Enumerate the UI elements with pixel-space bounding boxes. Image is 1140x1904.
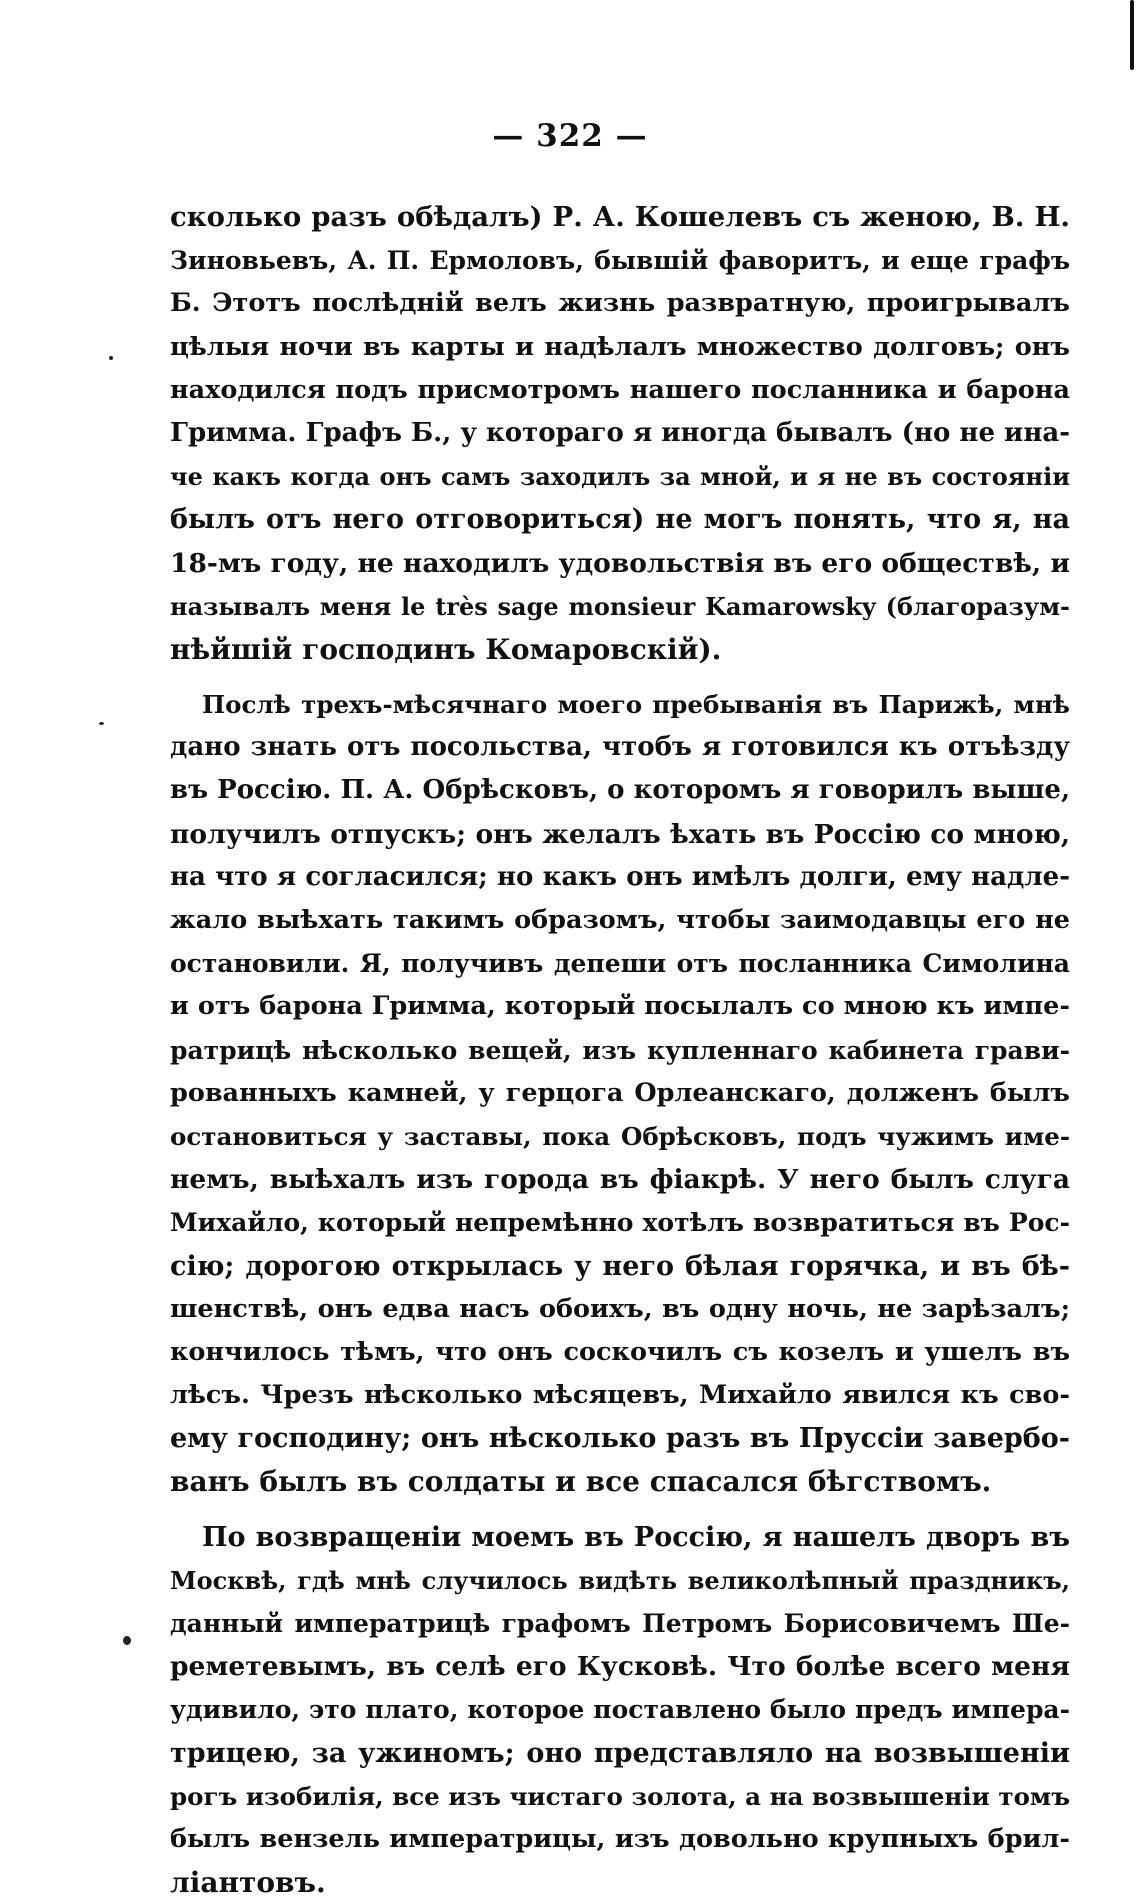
page-number: — 322 — [492,118,648,154]
text-line: получилъ отпускъ; онъ желалъ ѣхать въ Россію со мною, [170,818,1070,850]
text-line: остановили. Я, получивъ депеши отъ посланника Симолина [170,949,1070,979]
text-line: остановиться у заставы, пока Обрѣсковъ, подъ чужимъ име- [170,1121,1070,1151]
text-line: че какъ когда онъ самъ заходилъ за мной, и я не въ состояніи [170,462,1070,492]
text-line: Б. Этотъ послѣдній велъ жизнь развратную, проигрывалъ [170,288,1070,319]
text-line: на что я согласился; но какъ онъ имѣлъ долги, ему надле- [170,861,1070,892]
paragraph [170,1516,1070,1904]
text-line: дано знать отъ посольства, чтобъ я готовился къ отъѣзду [170,732,1070,763]
paragraph [170,196,1070,671]
text-line: трицею, за ужиномъ; оно представляло на возвышеніи [170,1737,1070,1769]
paragraph [170,683,1070,1504]
text-line: лѣсъ. Чрезъ нѣсколько мѣсяцевъ, Михайло явился къ сво- [170,1380,1070,1411]
text-line: былъ отъ него отговориться) не могъ понять, что я, на [170,504,1070,536]
paragraph-gap [170,1504,1070,1516]
text-line: ему господину; онъ нѣсколько разъ въ Пруссіи завербо- [170,1423,1070,1455]
text-line: называлъ меня le très sage monsieur Kamarowsky (благоразум- [170,591,1070,621]
text-line: Москвѣ, гдѣ мнѣ случилось видѣть великолѣпный праздникъ, [170,1565,1070,1595]
text-line: Михайло, который непремѣнно хотѣлъ возвратиться въ Рос- [170,1208,1070,1238]
body-text [170,196,1070,1904]
ink-speck [123,1636,131,1645]
text-line: рованныхъ камней, у герцога Орлеанскаго, долженъ былъ [170,1077,1070,1108]
text-line: кончилось тѣмъ, что онъ соскочилъ съ козелъ и ушелъ въ [170,1336,1070,1367]
text-line: рогъ изобилія, все изъ чистаго золота, а на возвышеніи томъ [170,1781,1070,1811]
text-line: въ Россію. П. А. Обрѣсковъ, о которомъ я говорилъ выше, [170,775,1070,806]
text-line: ратрицѣ нѣсколько вещей, изъ купленнаго кабинета грави- [170,1035,1070,1065]
text-line: данный императрицѣ графомъ Петромъ Борисовичемъ Ше- [170,1609,1070,1638]
paragraph-gap [170,671,1070,683]
text-line: нѣйшій господинъ Комаровскій). [170,632,722,666]
text-line: Послѣ трехъ-мѣсячнаго моего пребыванія въ Парижѣ, мнѣ [202,690,1070,720]
text-line: находился подъ присмотромъ нашего посланника и барона [170,374,1070,405]
ink-speck [109,356,113,360]
text-line: цѣлыя ночи въ карты и надѣлалъ множество долговъ; онъ [170,331,1070,362]
text-line: ванъ былъ въ солдаты и все спасался бѣгствомъ. [170,1465,992,1499]
text-line: былъ вензель императрицы, изъ довольно крупныхъ брил- [170,1823,1070,1854]
scan-edge-mark [1130,0,1134,70]
text-line: удивило, это плато, которое поставлено было предъ импера- [170,1695,1070,1725]
text-line: сколько разъ обѣдалъ) Р. А. Кошелевъ съ женою, В. Н. [170,201,1070,233]
text-line: шенствѣ, онъ едва насъ обоихъ, въ одну ночь, не зарѣзалъ; [170,1293,1070,1324]
text-line: 18-мъ году, не находилъ удовольствія въ его обществѣ, и [170,547,1070,579]
text-line: Зиновьевъ, А. П. Ермоловъ, бывшій фаворитъ, и еще графъ [170,246,1070,276]
text-line: По возвращеніи моемъ въ Россію, я нашелъ дворъ въ [202,1521,1070,1553]
text-line: жало выѣхать такимъ образомъ, чтобы заимодавцы его не [170,905,1070,935]
text-line: сію; дорогою открылась у него бѣлая горячка, и въ бѣ- [170,1250,1070,1282]
text-line: немъ, выѣхалъ изъ города въ фіакрѣ. У него былъ слуга [170,1164,1070,1196]
text-line: Гримма. Графъ Б., у котораго я иногда бывалъ (но не ина- [170,417,1070,448]
text-line: ліантовъ. [170,1866,326,1900]
text-line: реметевымъ, въ селѣ его Кусковѣ. Что болѣе всего меня [170,1651,1070,1683]
ink-speck [99,722,104,725]
text-line: и отъ барона Гримма, который посылалъ со мною къ импе- [170,991,1070,1022]
